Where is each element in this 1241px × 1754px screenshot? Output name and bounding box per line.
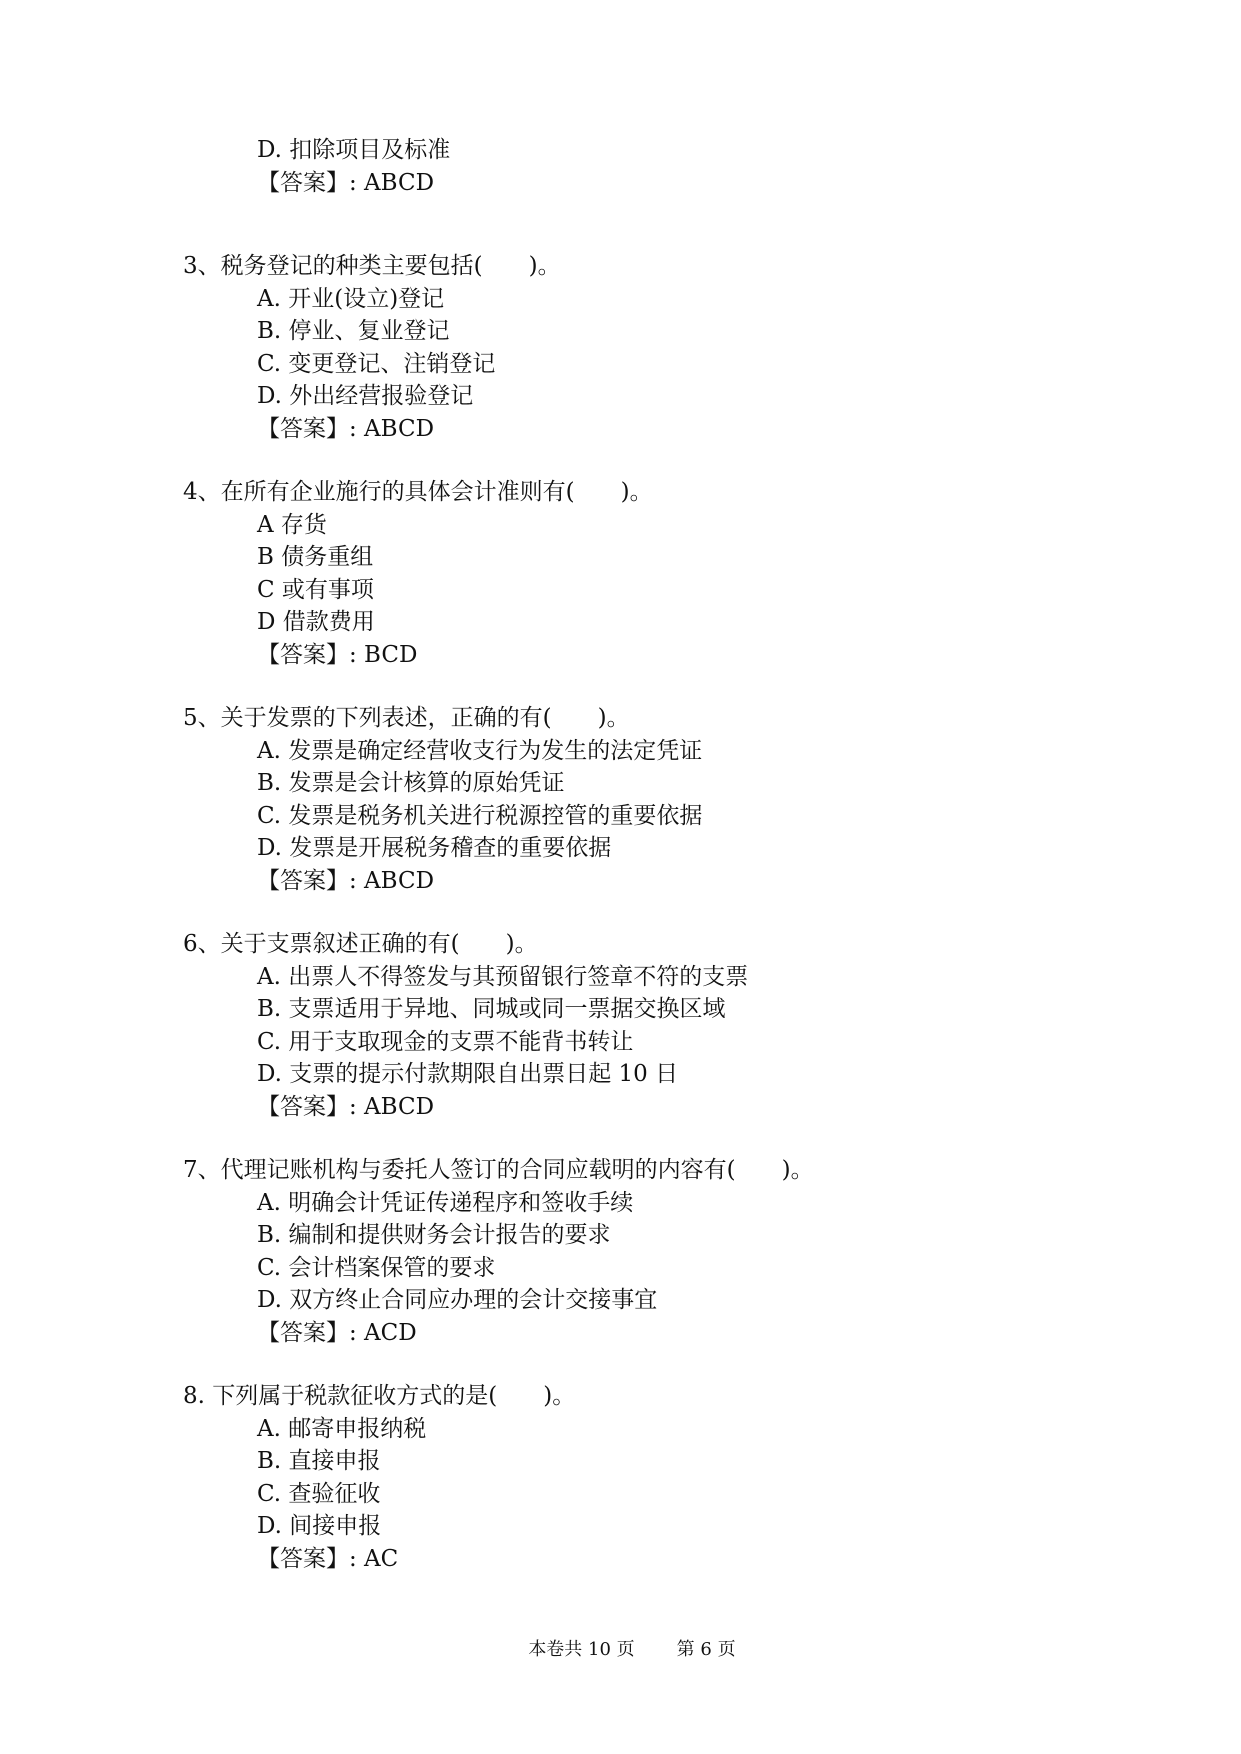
option-a: A. 出票人不得签发与其预留银行签章不符的支票 bbox=[257, 963, 749, 990]
answer: 【答案】: ABCD bbox=[257, 1093, 435, 1120]
option-d: D. 间接申报 bbox=[257, 1513, 382, 1540]
option-d: D. 双方终止合同应办理的会计交接事宜 bbox=[257, 1287, 658, 1314]
answer: 【答案】: ABCD bbox=[257, 169, 435, 196]
question-stem: 5、关于发票的下列表述，正确的有( )。 bbox=[183, 705, 630, 731]
option-a: A. 发票是确定经营收支行为发生的法定凭证 bbox=[257, 737, 703, 764]
question-stem: 3、税务登记的种类主要包括( )。 bbox=[183, 253, 561, 279]
question-6 bbox=[0, 928, 1241, 1124]
question-4 bbox=[0, 476, 1241, 672]
option-a: A. 明确会计凭证传递程序和签收手续 bbox=[257, 1189, 634, 1216]
option-b: B. 编制和提供财务会计报告的要求 bbox=[257, 1222, 611, 1249]
question-stem: 6、关于支票叙述正确的有( )。 bbox=[183, 931, 538, 957]
question-stem: 4、在所有企业施行的具体会计准则有( )。 bbox=[183, 479, 653, 505]
question-7 bbox=[0, 1154, 1241, 1350]
option-d: D. 支票的提示付款期限自出票日起 10 日 bbox=[257, 1061, 679, 1088]
option-a: A 存货 bbox=[257, 511, 327, 538]
question-2-tail bbox=[0, 134, 1241, 199]
answer: 【答案】: BCD bbox=[257, 641, 418, 668]
page-footer bbox=[0, 1614, 1241, 1686]
option-c: C. 发票是税务机关进行税源控管的重要依据 bbox=[257, 802, 703, 829]
option-a: A. 开业(设立)登记 bbox=[257, 285, 445, 312]
option-b: B. 支票适用于异地、同城或同一票据交换区域 bbox=[257, 996, 726, 1023]
option-b: B. 直接申报 bbox=[257, 1448, 381, 1475]
question-8 bbox=[0, 1380, 1241, 1576]
answer: 【答案】: ABCD bbox=[257, 415, 435, 442]
option-d: D. 发票是开展税务稽查的重要依据 bbox=[257, 835, 612, 862]
answer: 【答案】: ABCD bbox=[257, 867, 435, 894]
question-3 bbox=[0, 250, 1241, 446]
option-c: C. 用于支取现金的支票不能背书转让 bbox=[257, 1028, 634, 1055]
option-b: B. 停业、复业登记 bbox=[257, 318, 450, 345]
option-b: B 债务重组 bbox=[257, 544, 374, 571]
option-c: C. 变更登记、注销登记 bbox=[257, 350, 496, 377]
answer: 【答案】: ACD bbox=[257, 1319, 417, 1346]
question-stem: 8. 下列属于税款征收方式的是( )。 bbox=[183, 1383, 576, 1409]
question-stem: 7、代理记账机构与委托人签订的合同应载明的内容有( )。 bbox=[183, 1157, 814, 1183]
option-d: D 借款费用 bbox=[257, 609, 375, 636]
option-d: D. 扣除项目及标准 bbox=[257, 137, 451, 163]
option-b: B. 发票是会计核算的原始凭证 bbox=[257, 770, 565, 797]
option-c: C 或有事项 bbox=[257, 576, 374, 603]
option-c: C. 查验征收 bbox=[257, 1480, 381, 1507]
page-number: 第 6 页 bbox=[676, 1639, 736, 1660]
option-c: C. 会计档案保管的要求 bbox=[257, 1254, 496, 1281]
total-pages: 本卷共 10 页 bbox=[528, 1639, 635, 1660]
question-5 bbox=[0, 702, 1241, 898]
option-a: A. 邮寄申报纳税 bbox=[257, 1415, 427, 1442]
answer: 【答案】: AC bbox=[257, 1545, 399, 1572]
option-d: D. 外出经营报验登记 bbox=[257, 383, 474, 410]
